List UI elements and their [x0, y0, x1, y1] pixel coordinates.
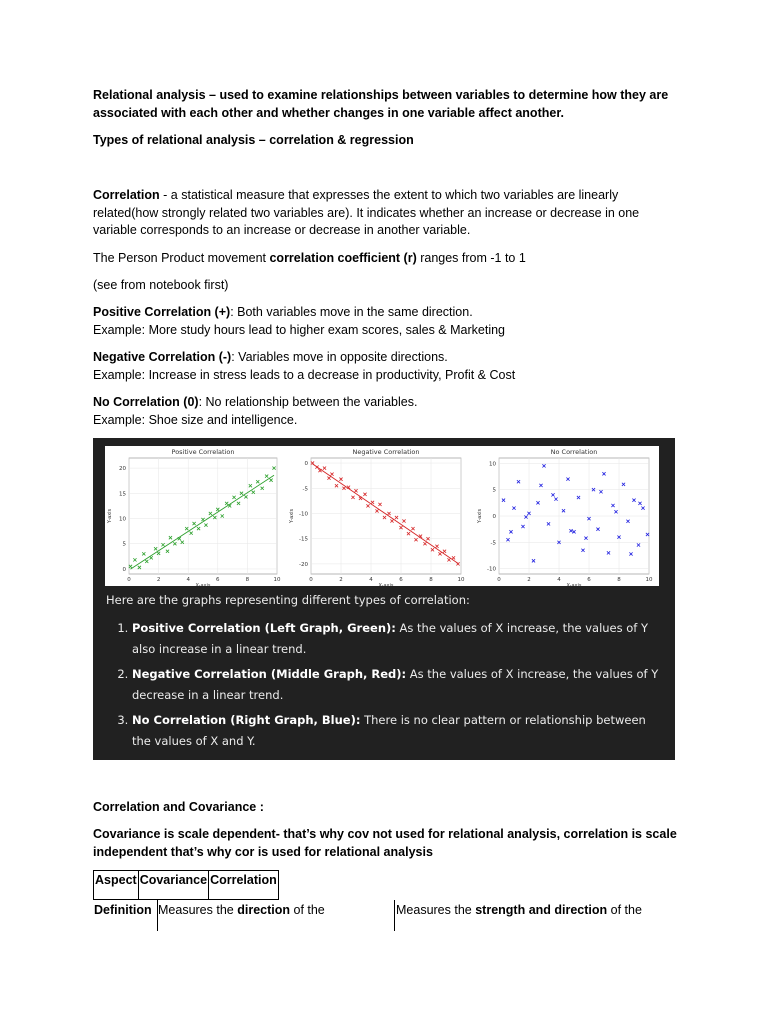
y-tick-label: -5 — [302, 486, 308, 493]
y-tick-label: 0 — [304, 461, 308, 468]
figure-item-text: There is no clear pattern or relationship between the values of X and Y. — [132, 713, 646, 748]
x-tick-label: 10 — [273, 577, 281, 583]
y-tick-label: -5 — [490, 540, 496, 547]
y-tick-label: 0 — [492, 514, 496, 520]
no-correlation-example: Example: Shoe size and intelligence. — [93, 412, 298, 427]
table-header-cell: Covariance — [138, 871, 208, 900]
figure-list — [106, 618, 666, 751]
table-divider — [394, 900, 395, 931]
cor-prefix: Measures the — [396, 903, 476, 917]
cor-bold: strength and direction — [475, 903, 608, 917]
y-tick-label: -15 — [299, 536, 308, 543]
table-header-row — [94, 871, 279, 900]
y-axis-label: Y-axis — [477, 508, 483, 524]
no-correlation-label: No Correlation (0) — [93, 395, 199, 409]
x-tick-label: 10 — [457, 577, 465, 583]
y-tick-label: 15 — [119, 491, 126, 498]
y-axis-label: Y-axis — [107, 508, 113, 524]
chart-title: Negative Correlation — [352, 448, 420, 456]
figure-intro: Here are the graphs representing different types of correlation: — [106, 593, 470, 607]
y-tick-label: 10 — [489, 461, 496, 468]
positive-correlation-text: : Both variables move in the same direction. — [230, 305, 473, 319]
no-correlation-paragraph — [93, 394, 417, 429]
x-tick-label: 2 — [527, 577, 531, 583]
pearson-range: ranges from -1 to 1 — [416, 251, 526, 265]
pearson-coefficient-term: correlation coefficient (r) — [269, 251, 417, 265]
y-tick-label: 10 — [119, 516, 126, 523]
x-tick-label: 0 — [309, 577, 313, 583]
negative-correlation-example: Example: Increase in stress leads to a decrease in productivity, Profit & Cost — [93, 367, 516, 382]
x-tick-label: 6 — [399, 577, 403, 583]
x-tick-label: 4 — [557, 577, 561, 583]
figure-list-item — [132, 664, 666, 705]
positive-correlation-chart — [105, 446, 285, 586]
pearson-prefix: The Person Product movement — [93, 251, 270, 265]
pearson-coefficient-line — [93, 250, 526, 268]
cov-prefix: Measures the — [158, 903, 238, 917]
correlation-definition-text: - a statistical measure that expresses the extent to which two variables are linearly related(how strongly related two variables are). It indicates whether an increase or decrease in one variable corresponds to an increase or decrease in another variable. — [93, 188, 640, 237]
correlation-figure-screenshot — [93, 438, 675, 760]
figure-item-label: Negative Correlation (Middle Graph, Red): — [132, 667, 407, 681]
relational-analysis-types: Types of relational analysis – correlation & regression — [93, 133, 414, 147]
x-axis-label: X-axis — [378, 583, 394, 586]
figure-item-text: As the values of X increase, the values of Y decrease in a linear trend. — [132, 667, 659, 702]
x-tick-label: 2 — [339, 577, 343, 583]
negative-correlation-chart — [287, 446, 469, 586]
no-correlation-chart — [475, 446, 657, 586]
x-tick-label: 8 — [245, 577, 250, 583]
comparison-heading: Correlation and Covariance : — [93, 800, 264, 814]
correlation-definition — [93, 187, 683, 240]
no-correlation-text: : No relationship between the variables. — [198, 395, 418, 409]
y-axis-label: Y-axis — [289, 508, 295, 524]
table-header-cell: Aspect — [94, 871, 139, 900]
figure-item-text: As the values of X increase, the values of Y also increase in a linear trend. — [132, 621, 649, 656]
cor-suffix: of the — [607, 903, 642, 917]
cov-bold: direction — [237, 903, 291, 917]
figure-caption — [106, 592, 666, 756]
y-tick-label: -10 — [487, 566, 496, 573]
figure-list-item — [132, 618, 666, 659]
x-tick-label: 10 — [645, 577, 653, 583]
figure-item-label: No Correlation (Right Graph, Blue): — [132, 713, 361, 727]
table-header-cell: Correlation — [209, 871, 279, 900]
x-tick-label: 6 — [587, 577, 591, 583]
comparison-table — [93, 870, 279, 900]
y-tick-label: -10 — [299, 511, 308, 518]
negative-correlation-label: Negative Correlation (-) — [93, 350, 232, 364]
positive-correlation-paragraph — [93, 304, 505, 339]
y-tick-label: 5 — [492, 487, 496, 494]
figure-list-item — [132, 710, 666, 751]
chart-title: No Correlation — [550, 448, 598, 456]
x-tick-label: 2 — [156, 577, 161, 583]
plot-area — [129, 458, 277, 574]
x-tick-label: 0 — [497, 577, 501, 583]
scale-dependence-note: Covariance is scale dependent- that’s why cov not used for relational analysis, correlation is scale independent that’s why cor is used for relational analysis — [93, 827, 677, 859]
relational-analysis-definition: Relational analysis – used to examine relationships between variables to determine how they are associated with each other and whether changes in one variable affect another. — [93, 88, 669, 120]
x-tick-label: 4 — [186, 577, 190, 583]
correlation-term: Correlation — [93, 188, 160, 202]
cov-suffix: of the — [290, 903, 325, 917]
notebook-note: (see from notebook first) — [93, 278, 229, 292]
correlation-definition-cell — [396, 903, 642, 917]
x-tick-label: 8 — [617, 577, 621, 583]
table-divider — [157, 900, 158, 931]
x-tick-label: 8 — [429, 577, 433, 583]
x-axis-label: X-axis — [195, 583, 211, 586]
x-axis-label: X-axis — [566, 583, 582, 586]
negative-correlation-text: : Variables move in opposite directions. — [231, 350, 448, 364]
negative-correlation-paragraph — [93, 349, 515, 384]
x-tick-label: 6 — [216, 577, 220, 583]
x-tick-label: 4 — [369, 577, 373, 583]
figure-item-label: Positive Correlation (Left Graph, Green): — [132, 621, 396, 635]
covariance-definition — [158, 903, 325, 917]
definition-row-label: Definition — [94, 903, 152, 917]
y-tick-label: -20 — [299, 561, 308, 568]
positive-correlation-example: Example: More study hours lead to higher exam scores, sales & Marketing — [93, 322, 505, 337]
chart-title: Positive Correlation — [171, 448, 235, 456]
y-tick-label: 0 — [122, 566, 126, 573]
y-tick-label: 20 — [119, 466, 126, 473]
y-tick-label: 5 — [122, 541, 126, 548]
scatter-plots-panel — [105, 446, 659, 586]
positive-correlation-label: Positive Correlation (+) — [93, 305, 231, 319]
x-tick-label: 0 — [127, 577, 131, 583]
